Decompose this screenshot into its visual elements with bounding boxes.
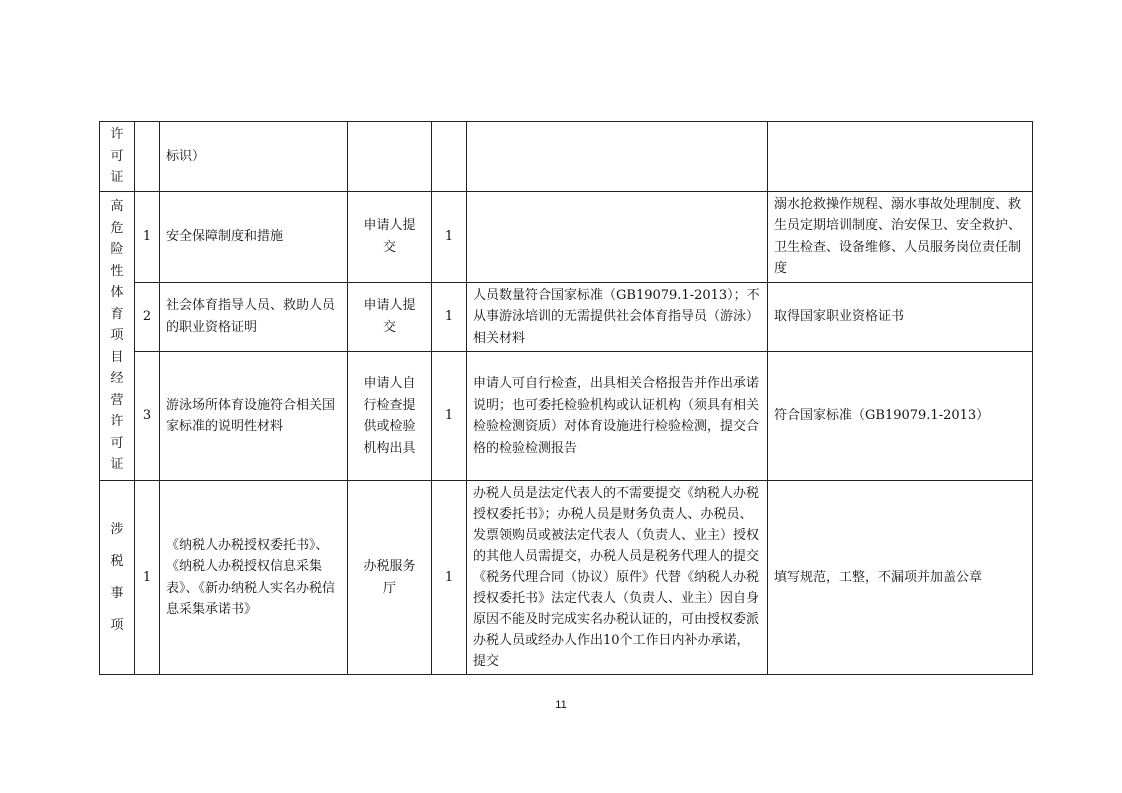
- material-name: 社会体育指导人员、救助人员的职业资格证明: [160, 282, 348, 352]
- row-number: 2: [135, 282, 160, 352]
- material-name: 游泳场所体育设施符合相关国家标准的说明性材料: [160, 352, 348, 481]
- category-cell-license-tail: [100, 122, 135, 192]
- category-cell-high-risk: [100, 191, 135, 481]
- table-row: [100, 352, 1033, 481]
- row-number: [135, 122, 160, 192]
- material-source: 申请人自行检查提供或检验机构出具: [348, 352, 432, 481]
- material-name: 标识）: [160, 122, 348, 192]
- copies: 1: [432, 481, 467, 675]
- copies: 1: [432, 352, 467, 481]
- copies: 1: [432, 191, 467, 282]
- copies: [432, 122, 467, 192]
- copies: 1: [432, 282, 467, 352]
- page-number: 11: [555, 699, 567, 711]
- table-row: [100, 122, 1033, 192]
- category-label: 高危险性体育项目经营许可证: [110, 199, 124, 472]
- standard: 溺水抢救操作规程、溺水事故处理制度、救生员定期培训制度、治安保卫、安全救护、卫生检查、设备维修、人员服务岗位责任制度: [768, 191, 1033, 282]
- material-source: 办税服务厅: [348, 481, 432, 675]
- material-source: [348, 122, 432, 192]
- material-source: 申请人提交: [348, 282, 432, 352]
- requirement: 申请人可自行检查，出具相关合格报告并作出承诺说明；也可委托检验机构或认证机构（须具有相关检验检测资质）对体育设施进行检验检测，提交合格的检验检测报告: [467, 352, 768, 481]
- row-number: 1: [135, 481, 160, 675]
- materials-table: [99, 121, 1033, 675]
- standard: [768, 122, 1033, 192]
- row-number: 3: [135, 352, 160, 481]
- category-label: 许可证: [110, 127, 124, 185]
- category-label: 涉税事项: [110, 521, 124, 633]
- table-row: [100, 282, 1033, 352]
- requirement: 办税人员是法定代表人的不需要提交《纳税人办税授权委托书》；办税人员是财务负责人、办税员、发票领购员或被法定代表人（负责人、业主）授权的其他人员需提交，办税人员是税务代理人的提交《税务代理合同（协议）原件》代替《纳税人办税授权委托书》法定代表人（负责人、业主）因自身原因不能及时完成实名办税认证的，可由授权委派办税人员或经办人作出10个工作日内补办承诺，提交: [467, 481, 768, 675]
- requirement: 人员数量符合国家标准（GB19079.1-2013）；不从事游泳培训的无需提供社会体育指导员（游泳）相关材料: [467, 282, 768, 352]
- requirement: [467, 122, 768, 192]
- table-row: [100, 191, 1033, 282]
- material-name: 《纳税人办税授权委托书》、《纳税人办税授权信息采集表》、《新办纳税人实名办税信息采集承诺书》: [160, 481, 348, 675]
- category-cell-tax: [100, 481, 135, 675]
- standard: 符合国家标准（GB19079.1-2013）: [768, 352, 1033, 481]
- table-row: [100, 481, 1033, 675]
- standard: 取得国家职业资格证书: [768, 282, 1033, 352]
- material-name: 安全保障制度和措施: [160, 191, 348, 282]
- requirement: [467, 191, 768, 282]
- material-source: 申请人提交: [348, 191, 432, 282]
- standard: 填写规范，工整，不漏项并加盖公章: [768, 481, 1033, 675]
- row-number: 1: [135, 191, 160, 282]
